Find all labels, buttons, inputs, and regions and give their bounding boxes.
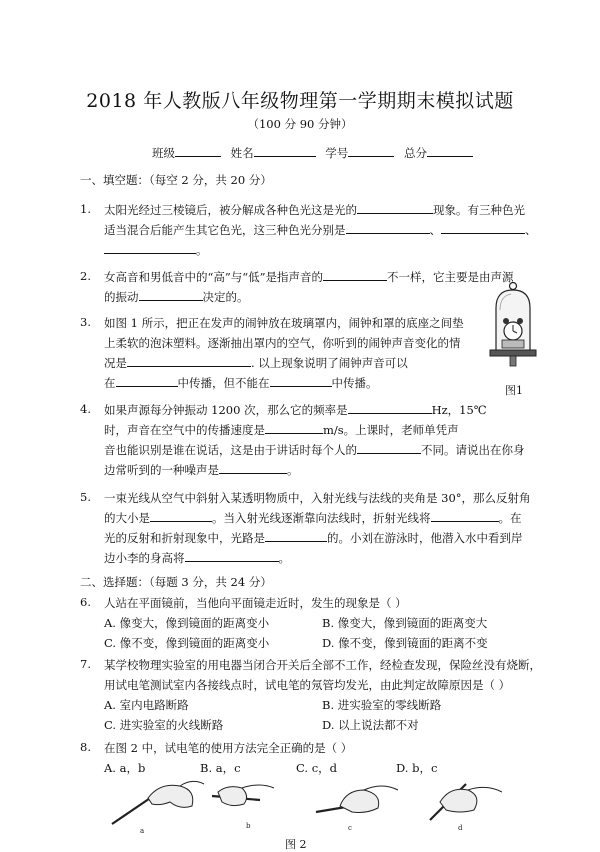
q1-number: 1. [80, 202, 91, 216]
q3-blank1 [127, 355, 251, 367]
q1-blank4 [104, 242, 196, 254]
q4-text: 边常听到的一种噪声是 [104, 463, 219, 477]
score-label: 总分 [403, 146, 427, 160]
name-blank [254, 145, 316, 157]
q3-line2: 上柔软的泡沫塑料。逐渐抽出罩内的空气，你听到的闹钟声音变化的情 [104, 336, 461, 350]
class-label: 班级 [152, 146, 175, 160]
class-blank [175, 145, 221, 157]
q7-number: 7. [80, 657, 91, 671]
q4-line1 [104, 402, 487, 418]
q2-text: 的振动 [104, 290, 139, 304]
q3-blank3 [270, 375, 332, 387]
wrist-b [242, 785, 274, 788]
q7-option-a: A. 室内电路断路 [104, 698, 189, 712]
q1-text: 、 [429, 223, 441, 237]
page-title: 2018 年人教版八年级物理第一学期期末模拟试题 [86, 90, 514, 112]
q4-line3 [104, 442, 525, 458]
q2-line1 [104, 269, 514, 285]
wrist-c [364, 786, 398, 790]
q2-text: 女高音和男低音中的“高”与“低”是指声音的 [104, 270, 324, 284]
q6-number: 6. [80, 595, 91, 609]
q5-text: 的大小是 [104, 511, 150, 525]
q6-stem: 人站在平面镜前，当他向平面镜走近时，发生的现象是（ ） [104, 596, 407, 610]
section1-heading: 一、填空题：（每空 2 分，共 20 分） [80, 173, 272, 187]
id-blank [348, 145, 394, 157]
q7-option-b: B. 进实验室的零线断路 [322, 698, 442, 712]
q1-text: 现象。有三种色光 [433, 203, 525, 217]
q2-blank1 [323, 269, 387, 281]
q4-number: 4. [80, 402, 91, 416]
wrist-a [180, 781, 204, 786]
label-a: a [140, 827, 145, 834]
q4-text: Hz，15℃ [431, 403, 487, 417]
label-d: d [458, 824, 463, 832]
q5-line2 [104, 510, 522, 526]
q4-text: 。 [287, 463, 299, 477]
figure1-caption: 图1 [505, 384, 523, 397]
hand-c [340, 790, 379, 813]
q3-text: 中传播，但不能在 [177, 376, 270, 390]
q2-text: 不一样，它主要是由声源 [387, 270, 514, 284]
q2-blank2 [139, 289, 203, 301]
q6-option-d: D. 像不变，像到镜面的距离不变 [322, 636, 488, 650]
q6-option-b: B. 像变大，像到镜面的距离变大 [322, 616, 488, 630]
q1-text: 太阳光经过三棱镜后，被分解成各种色光这是光的 [104, 203, 357, 217]
q5-text: 光的反射和折射现象中，光路是 [104, 531, 265, 545]
q1-line2 [104, 222, 537, 238]
label-b: b [246, 822, 251, 830]
q1-line3 [104, 242, 208, 258]
q6-option-c: C. 像不变，像到镜面的距离变小 [104, 636, 270, 650]
label-c: c [348, 824, 352, 832]
q5-text: 的。小刘在游泳时，他潜入水中看到岸 [327, 531, 523, 545]
figure2-caption: 图 2 [285, 838, 307, 851]
q4-blank4 [219, 462, 287, 474]
q8-option-d: D. b，c [396, 761, 438, 775]
q4-text: 音也能识别是谁在说话，这是由于讲话时每个人的 [104, 443, 357, 457]
q5-text: 。 [278, 551, 290, 565]
q2-line2 [104, 289, 249, 305]
q5-line3 [104, 530, 523, 546]
q3-text: 在 [104, 376, 116, 390]
q4-text: 不同。请说出在你身 [421, 443, 525, 457]
q1-blank1 [357, 202, 433, 214]
q2-number: 2. [80, 269, 91, 283]
id-label: 学号 [325, 146, 349, 160]
student-info-line [152, 145, 473, 161]
q8-number: 8. [80, 740, 91, 754]
q4-blank2 [265, 422, 323, 434]
q3-line3 [104, 355, 408, 371]
q4-blank1 [348, 402, 432, 414]
q4-text: 如果声源每分钟振动 1200 次，那么它的频率是 [104, 403, 348, 417]
q7-stem-line1: 某学校物理实验室的用电器当闭合开关后全部不工作，经检查发现，保险丝没有烧断， [104, 658, 541, 672]
q3-line1: 如图 1 所示，把正在发声的闹钟放在玻璃罩内，闹钟和罩的底座之间垫 [104, 316, 464, 330]
q1-blank3 [441, 222, 525, 234]
pen-hand-b [212, 785, 274, 830]
q5-number: 5. [80, 490, 91, 504]
hand-d [440, 789, 477, 812]
air-outlet [510, 356, 516, 366]
foam-pad [502, 340, 524, 348]
q3-text: . 以上现象说明了闹钟声音可以 [251, 356, 408, 370]
q5-text: 。当入射光线逐渐靠向法线时，折射光线将 [212, 511, 431, 525]
q2-text: 决定的。 [202, 290, 249, 304]
clock-bell-left [503, 318, 509, 324]
q8-option-c: C. c，d [296, 761, 338, 775]
q4-text: 时，声音在空气中的传播速度是 [104, 423, 265, 437]
clock-bell-right [517, 318, 523, 324]
q3-line4 [104, 375, 378, 391]
q1-text: 、 [525, 223, 537, 237]
q5-blank1 [150, 510, 212, 522]
q5-text: 边小李的身高将 [104, 551, 185, 565]
q7-stem-line2: 用试电笔测试室内各接线点时，试电笔的氖管均发光，由此判定故障原因是（ ） [104, 678, 511, 692]
pen-hand-d [430, 784, 502, 832]
q5-line1: 一束光线从空气中斜射入某透明物质中，入射光线与法线的夹角是 30°，那么反射角 [104, 491, 531, 505]
q8-stem: 在图 2 中，试电笔的使用方法完全正确的是（ ） [104, 741, 353, 755]
q3-text: 况是 [104, 356, 127, 370]
q8-option-b: B. a，c [200, 761, 241, 775]
q3-blank2 [116, 375, 178, 387]
q3-number: 3. [80, 315, 91, 329]
score-blank [427, 145, 473, 157]
q4-line4 [104, 462, 299, 478]
wrist-d [468, 787, 502, 792]
q7-option-c: C. 进实验室的火线断路 [104, 718, 224, 732]
q1-blank2 [346, 222, 430, 234]
pen-hand-a [112, 781, 204, 834]
exam-duration: （100 分 90 分钟） [247, 117, 353, 131]
q4-text: m/s。上课时，老师单凭声 [323, 423, 459, 437]
pen-hand-c [316, 786, 398, 832]
q6-option-a: A. 像变大，像到镜面的距离变小 [104, 616, 270, 630]
q4-line2 [104, 422, 459, 438]
section2-heading: 二、选择题：（每题 3 分，共 24 分） [80, 575, 272, 589]
q5-blank4 [185, 550, 279, 562]
q1-text: 适当混合后能产生其它色光，这三种色光分别是 [104, 223, 346, 237]
q4-blank3 [357, 442, 421, 454]
jar-base [490, 350, 536, 356]
jar-knob [510, 283, 517, 290]
q5-line4 [104, 550, 290, 566]
q5-text: 。在 [498, 511, 522, 525]
q3-text: 中传播。 [331, 376, 378, 390]
q7-option-d: D. 以上说法都不对 [322, 718, 419, 732]
hand-a [148, 785, 193, 807]
q5-blank3 [265, 530, 327, 542]
q1-text: 。 [196, 243, 208, 257]
q1-line1 [104, 202, 525, 218]
q8-option-a: A. a，b [104, 761, 146, 775]
name-label: 姓名 [230, 146, 254, 160]
hand-b [218, 787, 247, 806]
bell-jar-figure [484, 280, 542, 378]
q5-blank2 [431, 510, 499, 522]
test-pen-figure [100, 776, 520, 834]
